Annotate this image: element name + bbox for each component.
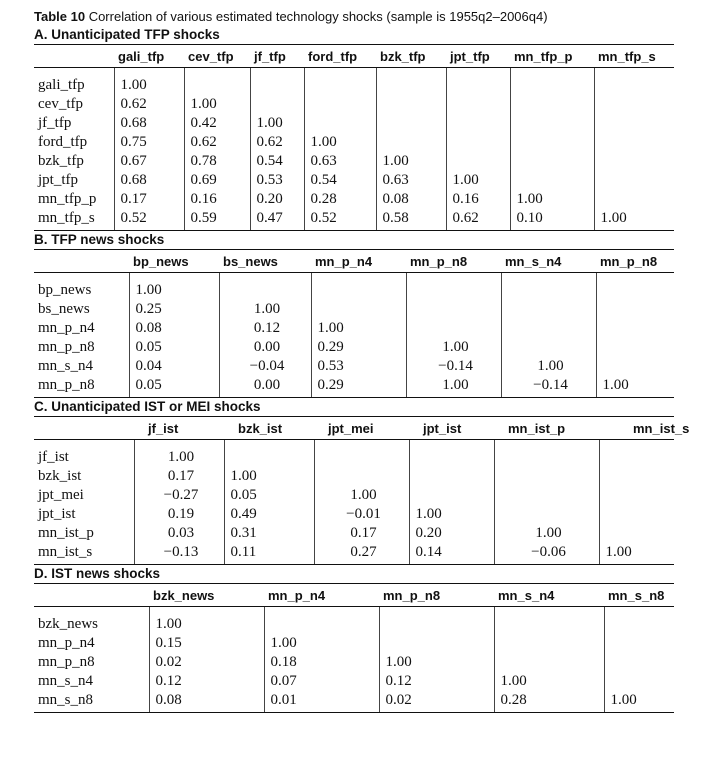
panel-title: A. Unanticipated TFP shocks [34, 27, 220, 42]
table-cell: 0.17 [134, 467, 224, 486]
table-cell: 0.63 [304, 152, 376, 171]
table-cell: 0.16 [446, 190, 510, 209]
table-cell [311, 281, 406, 300]
table-cell: 1.00 [304, 133, 376, 152]
table-cell [594, 133, 674, 152]
table-cell [376, 114, 446, 133]
table-cell: 0.07 [264, 672, 379, 691]
table-cell [599, 467, 674, 486]
table-cell [406, 300, 501, 319]
table-cell: 0.28 [494, 691, 604, 713]
table-cell: 1.00 [114, 76, 184, 95]
column-header: mn_s_n4 [501, 250, 596, 273]
table-cell: 0.29 [311, 376, 406, 398]
header-corner [34, 45, 114, 68]
table-cell: 0.68 [114, 114, 184, 133]
table-cell [311, 300, 406, 319]
page [34, 8, 690, 713]
table-cell: 1.00 [409, 505, 494, 524]
table-row [34, 634, 674, 653]
column-header: ford_tfp [304, 45, 376, 68]
table-cell [510, 95, 594, 114]
table-cell: 1.00 [604, 691, 674, 713]
table-cell [376, 95, 446, 114]
table-cell [604, 634, 674, 653]
header-row [34, 45, 674, 68]
row-label: cev_tfp [38, 96, 83, 112]
column-header: mn_p_n4 [311, 250, 406, 273]
table-cell [510, 114, 594, 133]
panel-title: D. IST news shocks [34, 566, 161, 581]
row-label: gali_tfp [38, 77, 85, 93]
table-cell: 1.00 [406, 376, 501, 398]
table-cell: 0.08 [376, 190, 446, 209]
table-cell [304, 95, 376, 114]
table-cell: 1.00 [314, 486, 409, 505]
table-cell: 0.05 [224, 486, 314, 505]
table-cell: 0.20 [409, 524, 494, 543]
table-row [34, 95, 674, 114]
table-cell [446, 133, 510, 152]
table-row [34, 486, 674, 505]
table-cell: 0.59 [184, 209, 250, 231]
table-cell: 1.00 [250, 114, 304, 133]
table-row [34, 319, 674, 338]
table-cell: 1.00 [494, 524, 599, 543]
table-cell: 0.54 [250, 152, 304, 171]
column-header: jpt_mei [314, 417, 409, 440]
table-cell [594, 190, 674, 209]
table-cell: 0.62 [250, 133, 304, 152]
row-label: mn_p_n4 [38, 320, 95, 336]
table-cell: −0.06 [494, 543, 599, 565]
table-cell: 1.00 [510, 190, 594, 209]
table-cell [510, 171, 594, 190]
row-label: jpt_mei [38, 487, 84, 503]
table-cell: 1.00 [406, 338, 501, 357]
column-header: mn_ist_s [599, 417, 674, 440]
table-cell: 1.00 [311, 319, 406, 338]
table-cell: 0.04 [129, 357, 219, 376]
column-header: mn_s_n8 [604, 584, 674, 607]
correlation-table [34, 44, 674, 231]
table-cell: −0.14 [406, 357, 501, 376]
column-header: mn_tfp_s [594, 45, 674, 68]
column-header: jf_tfp [250, 45, 304, 68]
table-cell [494, 634, 604, 653]
table-cell: 0.42 [184, 114, 250, 133]
row-label: jf_ist [38, 449, 69, 465]
table-cell: 0.54 [304, 171, 376, 190]
table-cell [446, 152, 510, 171]
table-cell [304, 76, 376, 95]
table-row [34, 524, 674, 543]
table-cell [594, 95, 674, 114]
row-label: ford_tfp [38, 134, 88, 150]
row-label: bzk_news [38, 616, 98, 632]
table-cell: 0.14 [409, 543, 494, 565]
table-cell: −0.27 [134, 486, 224, 505]
table-cell: 0.08 [129, 319, 219, 338]
table-cell: 1.00 [494, 672, 604, 691]
table-cell: −0.13 [134, 543, 224, 565]
row-label: mn_tfp_p [38, 191, 97, 207]
table-cell: 0.62 [114, 95, 184, 114]
table-cell [379, 634, 494, 653]
table-cell [494, 653, 604, 672]
table-cell: 0.31 [224, 524, 314, 543]
panel-title: B. TFP news shocks [34, 232, 165, 247]
table-row [34, 615, 674, 634]
correlation-table [34, 416, 690, 565]
table-row [34, 281, 674, 300]
row-label: bp_news [38, 282, 92, 298]
table-cell [446, 76, 510, 95]
table-cell [594, 114, 674, 133]
table-row [34, 448, 674, 467]
table-cell: 1.00 [184, 95, 250, 114]
table-cell: 0.58 [376, 209, 446, 231]
table-row [34, 543, 674, 565]
table-cell: 0.75 [114, 133, 184, 152]
table-cell [409, 467, 494, 486]
table-caption-text: Correlation of various estimated technology shocks (sample is 1955q2–2006q4) [88, 9, 548, 24]
column-header: bs_news [219, 250, 311, 273]
table-cell: 0.20 [250, 190, 304, 209]
table-cell: 1.00 [594, 209, 674, 231]
row-label: mn_tfp_s [34, 209, 114, 231]
table-cell: 1.00 [149, 615, 264, 634]
table-cell: 1.00 [501, 357, 596, 376]
table-cell [604, 615, 674, 634]
table-cell: 0.02 [149, 653, 264, 672]
table-cell: 0.63 [376, 171, 446, 190]
column-header: mn_ist_p [494, 417, 599, 440]
table-cell: 0.12 [219, 319, 311, 338]
row-label: jf_tfp [38, 115, 72, 131]
header-row [34, 584, 674, 607]
column-header: mn_s_n4 [494, 584, 604, 607]
table-cell: 0.52 [304, 209, 376, 231]
row-label: jpt_ist [38, 506, 76, 522]
row-label: bs_news [38, 301, 90, 317]
table-row [34, 505, 674, 524]
table-cell [501, 300, 596, 319]
table-row [34, 357, 674, 376]
header-corner [34, 584, 149, 607]
column-header: jpt_ist [409, 417, 494, 440]
table-cell: 0.15 [149, 634, 264, 653]
table-cell: 0.05 [129, 338, 219, 357]
table-cell: 0.62 [446, 209, 510, 231]
table-cell: 0.29 [311, 338, 406, 357]
table-cell [594, 152, 674, 171]
table-cell: 0.10 [510, 209, 594, 231]
table-cell: 0.47 [250, 209, 304, 231]
table-cell [599, 524, 674, 543]
table-cell [446, 114, 510, 133]
correlation-table [34, 249, 674, 398]
header-corner [34, 417, 134, 440]
table-cell [599, 448, 674, 467]
column-header: bzk_news [149, 584, 264, 607]
table-cell [494, 615, 604, 634]
table-cell: 0.28 [304, 190, 376, 209]
row-label: mn_p_n8 [38, 339, 95, 355]
table-cell: −0.14 [501, 376, 596, 398]
table-cell [604, 653, 674, 672]
column-header: mn_p_n8 [596, 250, 674, 273]
table-cell: −0.01 [314, 505, 409, 524]
table-cell: 0.08 [149, 691, 264, 713]
table-cell [250, 76, 304, 95]
table-cell: 0.25 [129, 300, 219, 319]
table-row [34, 653, 674, 672]
column-header: mn_p_n8 [406, 250, 501, 273]
column-header: gali_tfp [114, 45, 184, 68]
table-cell [314, 467, 409, 486]
table-cell: 0.16 [184, 190, 250, 209]
table-cell [510, 133, 594, 152]
table-cell [409, 486, 494, 505]
table-cell: 0.18 [264, 653, 379, 672]
table-cell: 1.00 [219, 300, 311, 319]
table-cell [501, 338, 596, 357]
row-label: mn_p_n8 [34, 376, 129, 398]
table-cell: 0.00 [219, 376, 311, 398]
table-cell: 0.01 [264, 691, 379, 713]
table-cell [510, 76, 594, 95]
row-label: mn_ist_s [34, 543, 134, 565]
table-cell: 1.00 [599, 543, 674, 565]
table-cell: 0.11 [224, 543, 314, 565]
row-label: mn_s_n8 [34, 691, 149, 713]
table-cell: 0.19 [134, 505, 224, 524]
table-cell: 1.00 [264, 634, 379, 653]
table-cell: 0.02 [379, 691, 494, 713]
table-cell [219, 281, 311, 300]
column-header: mn_p_n8 [379, 584, 494, 607]
column-header: mn_p_n4 [264, 584, 379, 607]
table-cell [594, 76, 674, 95]
table-cell [224, 448, 314, 467]
table-cell: 1.00 [376, 152, 446, 171]
header-corner [34, 250, 129, 273]
table-cell [250, 95, 304, 114]
table-row [34, 691, 674, 713]
table-cell [599, 505, 674, 524]
row-label: bzk_ist [38, 468, 82, 484]
panels-container [34, 26, 690, 713]
table-cell [446, 95, 510, 114]
table-cell [494, 486, 599, 505]
table-row [34, 190, 674, 209]
table-cell: 0.68 [114, 171, 184, 190]
table-cell [510, 152, 594, 171]
table-cell: 0.52 [114, 209, 184, 231]
column-header: jf_ist [134, 417, 224, 440]
table-row [34, 300, 674, 319]
table-cell [501, 281, 596, 300]
table-cell [596, 357, 674, 376]
row-label: mn_p_n8 [38, 654, 95, 670]
table-cell: 1.00 [134, 448, 224, 467]
table-cell [501, 319, 596, 338]
table-cell: 0.17 [114, 190, 184, 209]
column-header: bzk_tfp [376, 45, 446, 68]
table-cell: 0.05 [129, 376, 219, 398]
table-cell [406, 281, 501, 300]
table-cell [594, 171, 674, 190]
table-cell: 0.53 [250, 171, 304, 190]
table-cell: 0.27 [314, 543, 409, 565]
row-label: bzk_tfp [38, 153, 84, 169]
table-cell [494, 467, 599, 486]
panel-title: C. Unanticipated IST or MEI shocks [34, 399, 261, 414]
table-cell: 0.12 [149, 672, 264, 691]
table-cell [596, 319, 674, 338]
table-row [34, 76, 674, 95]
table-cell [376, 133, 446, 152]
table-cell [596, 338, 674, 357]
table-cell [304, 114, 376, 133]
table-cell [264, 615, 379, 634]
table-cell [379, 615, 494, 634]
table-cell [184, 76, 250, 95]
table-caption [34, 8, 674, 26]
table-cell: 0.69 [184, 171, 250, 190]
table-cell: 0.78 [184, 152, 250, 171]
table-cell: 1.00 [379, 653, 494, 672]
table-row [34, 376, 674, 398]
column-header: bp_news [129, 250, 219, 273]
table-row [34, 672, 674, 691]
table-cell [314, 448, 409, 467]
table-cell: 1.00 [596, 376, 674, 398]
table-cell [494, 448, 599, 467]
column-header: jpt_tfp [446, 45, 510, 68]
table-row [34, 467, 674, 486]
table-cell [596, 300, 674, 319]
table-cell: 0.03 [134, 524, 224, 543]
table-row [34, 338, 674, 357]
table-cell: 1.00 [446, 171, 510, 190]
column-header: bzk_ist [224, 417, 314, 440]
column-header: cev_tfp [184, 45, 250, 68]
table-cell [376, 76, 446, 95]
table-cell: 1.00 [224, 467, 314, 486]
table-cell: 0.00 [219, 338, 311, 357]
table-cell [409, 448, 494, 467]
table-cell: −0.04 [219, 357, 311, 376]
table-cell: 0.62 [184, 133, 250, 152]
row-label: mn_p_n4 [38, 635, 95, 651]
table-cell [596, 281, 674, 300]
header-row [34, 417, 674, 440]
header-row [34, 250, 674, 273]
table-cell: 0.12 [379, 672, 494, 691]
table-cell: 0.17 [314, 524, 409, 543]
column-header: mn_tfp_p [510, 45, 594, 68]
row-label: jpt_tfp [38, 172, 78, 188]
table-row [34, 152, 674, 171]
correlation-table [34, 583, 674, 713]
row-label: mn_ist_p [38, 525, 94, 541]
table-cell: 1.00 [129, 281, 219, 300]
table-row [34, 171, 674, 190]
table-cell: 0.67 [114, 152, 184, 171]
table-cell [406, 319, 501, 338]
row-label: mn_s_n4 [38, 358, 94, 374]
table-cell: 0.49 [224, 505, 314, 524]
table-cell: 0.53 [311, 357, 406, 376]
row-label: mn_s_n4 [38, 673, 94, 689]
table-row [34, 209, 674, 231]
table-cell [599, 486, 674, 505]
table-row [34, 133, 674, 152]
table-row [34, 114, 674, 133]
table-cell [494, 505, 599, 524]
table-cell [604, 672, 674, 691]
table-caption-label: Table 10 [34, 9, 86, 24]
